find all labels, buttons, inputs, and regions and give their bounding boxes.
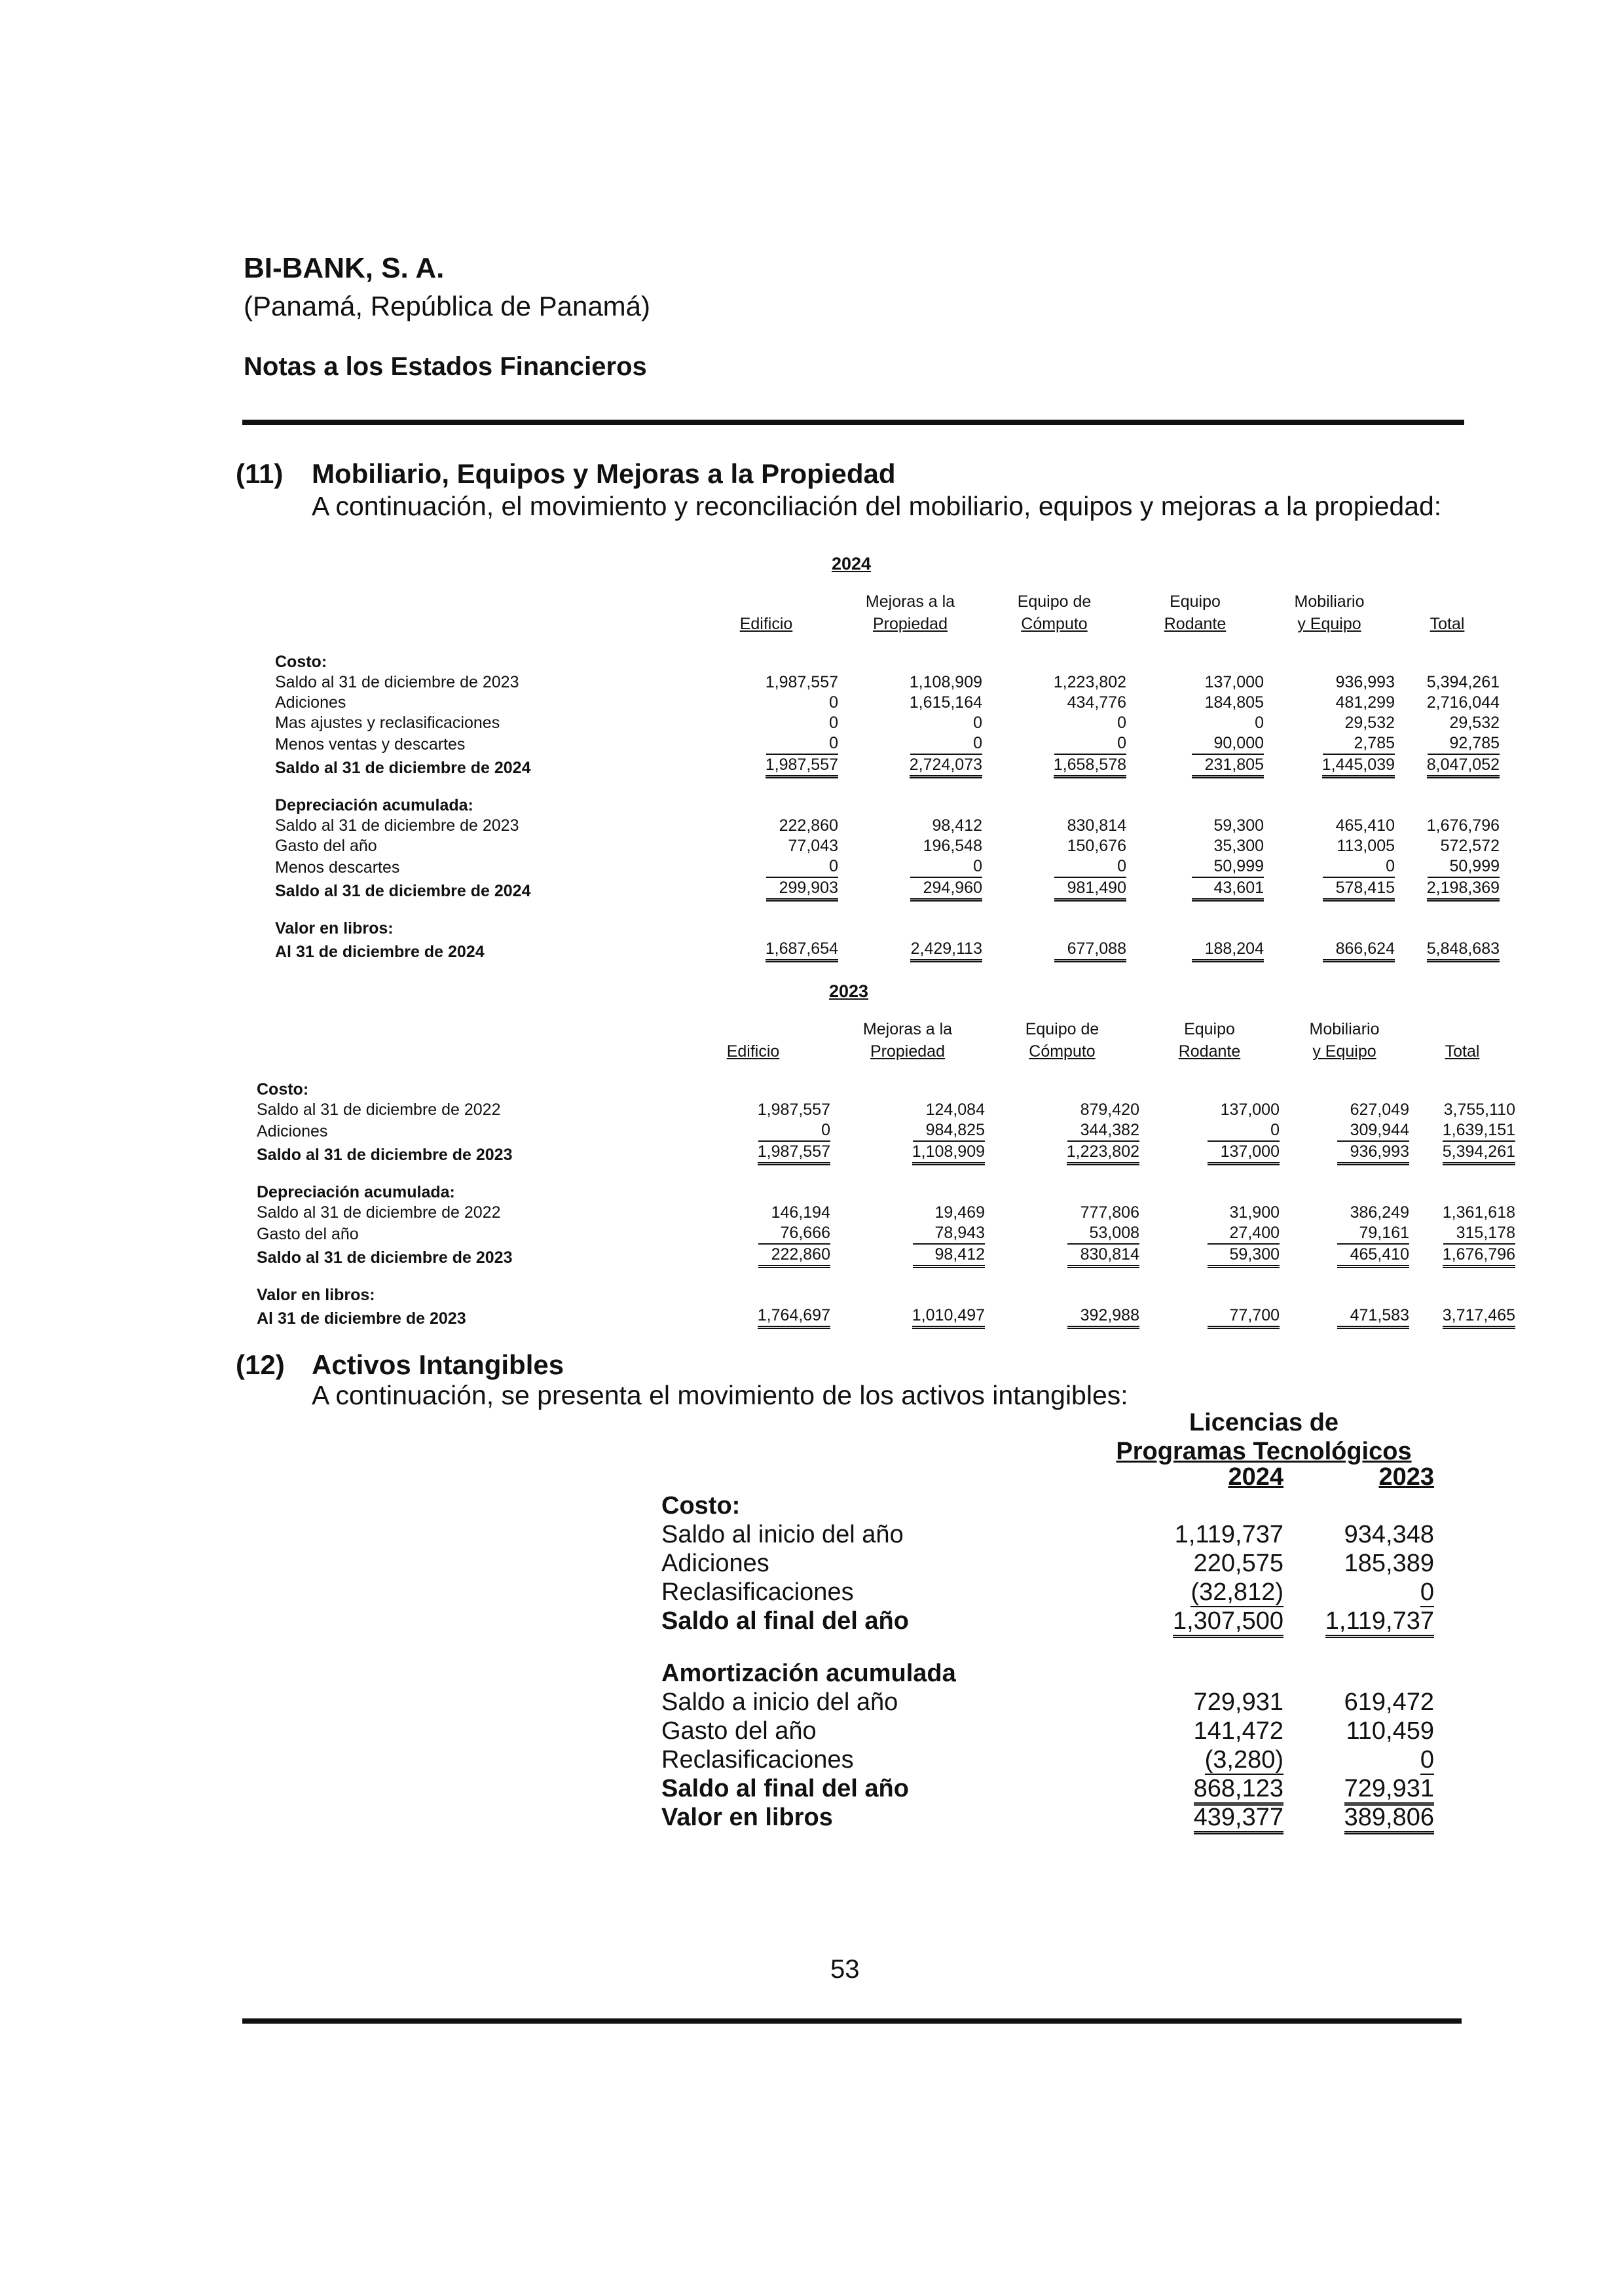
cell-value: 481,299 (1335, 693, 1395, 712)
cell-value: 19,469 (934, 1203, 985, 1222)
cell-value: 830,814 (1067, 1245, 1139, 1268)
cell-value: 315,178 (1443, 1223, 1515, 1245)
section-heading: Valor en libros: (257, 1286, 375, 1304)
cell-value: 5,848,683 (1427, 939, 1500, 962)
note-11-number: (11) (236, 458, 284, 489)
ppe-2023-grid (257, 1018, 1515, 1329)
cell-value: 439,377 (1194, 1804, 1283, 1834)
note-11-subtitle: A continuación, el movimiento y reconciliación del mobiliario, equipos y mejoras a la propiedad: (312, 491, 1442, 521)
cell-value: 79,161 (1337, 1223, 1409, 1245)
cell-value: 3,755,110 (1443, 1101, 1515, 1119)
cell-value: 936,993 (1337, 1142, 1409, 1165)
row-label: Adiciones (661, 1550, 769, 1577)
table-row (275, 693, 1500, 713)
cell-value: 29,532 (1344, 714, 1395, 732)
cell-value: 231,805 (1192, 755, 1264, 778)
row-label: Saldo al 31 de diciembre de 2023 (275, 816, 519, 835)
cell-value: 59,300 (1213, 816, 1264, 835)
cell-value: 1,445,039 (1322, 755, 1395, 778)
cell-value: 5,394,261 (1443, 1142, 1515, 1165)
col-header-mobiliario-line2: y Equipo (1312, 1042, 1376, 1061)
col-header-edificio: Edificio (726, 1042, 780, 1061)
table-row (661, 1520, 1434, 1549)
row-label: Gasto del año (661, 1717, 817, 1745)
col-header-rodante-line2: Rodante (1178, 1042, 1241, 1061)
cell-value: 0 (1323, 856, 1395, 878)
cell-value: 5,394,261 (1426, 673, 1500, 691)
cell-value: 1,764,697 (758, 1305, 830, 1329)
col-header-mejoras-line1: Mejoras a la (862, 1020, 953, 1038)
col-header-computo-line2: Cómputo (1021, 615, 1088, 633)
cell-value: 90,000 (1192, 733, 1264, 755)
cell-value: 27,400 (1208, 1223, 1280, 1245)
cell-value: 0 (973, 714, 982, 732)
cell-value: 1,987,557 (758, 1142, 830, 1165)
cell-value: 1,987,557 (766, 755, 838, 778)
cell-value: 465,410 (1337, 1245, 1409, 1268)
cell-value: 113,005 (1337, 837, 1395, 855)
row-label: Saldo al final del año (661, 1607, 909, 1635)
section-heading: Amortización acumulada (661, 1660, 956, 1687)
intangibles-header-line2: Programas Tecnológicos (1116, 1438, 1412, 1465)
col-header-mobiliario-line1: Mobiliario (1294, 592, 1365, 611)
cell-value: 35,300 (1213, 837, 1264, 855)
cell-value: 0 (1420, 1746, 1434, 1774)
cell-value: 141,472 (1193, 1717, 1283, 1745)
table-row (257, 1142, 1515, 1165)
table-row (661, 1745, 1434, 1774)
row-label: Gasto del año (257, 1225, 359, 1243)
section-heading: Depreciación acumulada: (257, 1183, 455, 1201)
row-label: Reclasificaciones (661, 1578, 854, 1606)
company-name: BI-BANK, S. A. (244, 252, 445, 284)
cell-value: 98,412 (913, 1245, 985, 1268)
row-label: Saldo al 31 de diciembre de 2022 (257, 1203, 501, 1222)
cell-value: 981,490 (1054, 878, 1126, 902)
table-row (275, 733, 1500, 755)
col-header-mejoras-line2: Propiedad (873, 615, 948, 633)
section-heading: Costo: (661, 1492, 741, 1520)
cell-value: 0 (1054, 733, 1126, 755)
cell-value: 150,676 (1067, 837, 1126, 855)
table-row (661, 1607, 1434, 1635)
cell-value: 137,000 (1208, 1142, 1280, 1165)
cell-value: 222,860 (779, 816, 838, 835)
table-row (257, 1100, 1515, 1120)
col-header-mobiliario-line1: Mobiliario (1309, 1020, 1380, 1038)
table-row (661, 1717, 1434, 1745)
cell-value: 465,410 (1335, 816, 1395, 835)
cell-value: 866,624 (1323, 939, 1395, 962)
section-heading: Costo: (275, 653, 327, 671)
cell-value: 50,999 (1192, 856, 1264, 878)
cell-value: 299,903 (766, 878, 838, 902)
table-row (275, 672, 1500, 693)
cell-value: 879,420 (1080, 1101, 1139, 1119)
cell-value: 78,943 (913, 1223, 985, 1245)
cell-value: 0 (758, 1120, 830, 1142)
row-label: Menos ventas y descartes (275, 735, 466, 754)
table-row (661, 1688, 1434, 1717)
cell-value: 984,825 (913, 1120, 985, 1142)
row-label: Al 31 de diciembre de 2024 (275, 943, 485, 961)
row-label: Saldo al 31 de diciembre de 2024 (275, 882, 531, 900)
cell-value: 124,084 (925, 1101, 985, 1119)
cell-value: 220,575 (1193, 1550, 1283, 1577)
row-label: Valor en libros (661, 1804, 833, 1831)
section-heading: Valor en libros: (275, 919, 394, 938)
cell-value: 50,999 (1428, 856, 1500, 878)
section-heading: Depreciación acumulada: (275, 796, 473, 814)
table-2024-year: 2024 (832, 554, 872, 574)
cell-value: 2,429,113 (910, 939, 982, 962)
table-row (275, 856, 1500, 878)
table-2023-year: 2023 (829, 981, 869, 1001)
row-label: Mas ajustes y reclasificaciones (275, 714, 500, 732)
cell-value: 76,666 (758, 1223, 830, 1245)
cell-value: 1,307,500 (1173, 1607, 1283, 1638)
cell-value: 729,931 (1193, 1688, 1283, 1716)
cell-value: 1,676,796 (1426, 816, 1500, 835)
col-header-total: Total (1430, 615, 1465, 633)
row-label: Saldo al 31 de diciembre de 2023 (257, 1146, 513, 1164)
cell-value: 184,805 (1204, 693, 1264, 712)
cell-value: 2,716,044 (1426, 693, 1500, 712)
cell-value: 619,472 (1344, 1688, 1434, 1716)
year-2024-header: 2024 (1228, 1463, 1283, 1491)
col-header-rodante-line2: Rodante (1164, 615, 1227, 633)
cell-value: 1,010,497 (912, 1305, 985, 1329)
cell-value: 1,639,151 (1443, 1120, 1515, 1142)
table-row (275, 939, 1500, 962)
table-row (257, 1305, 1515, 1329)
table-row (257, 1223, 1515, 1245)
year-2023-header: 2023 (1378, 1463, 1434, 1491)
row-label: Saldo al final del año (661, 1775, 909, 1802)
cell-value: 1,108,909 (912, 1142, 985, 1165)
cell-value: 627,049 (1350, 1101, 1409, 1119)
ppe-2024-grid (275, 591, 1500, 962)
footer-divider (242, 2018, 1462, 2024)
cell-value: 344,382 (1067, 1120, 1139, 1142)
note-12-title: Activos Intangibles (312, 1349, 564, 1380)
cell-value: 77,043 (788, 837, 838, 855)
cell-value: 3,717,465 (1443, 1305, 1515, 1329)
col-header-computo-line1: Equipo de (1025, 1020, 1099, 1038)
cell-value: 53,008 (1067, 1223, 1139, 1245)
cell-value: 578,415 (1323, 878, 1395, 902)
intangibles-table (661, 1463, 1434, 1832)
cell-value: 830,814 (1067, 816, 1126, 835)
cell-value: 92,785 (1428, 733, 1500, 755)
cell-value: 0 (1208, 1120, 1280, 1142)
col-header-rodante-line1: Equipo (1184, 1020, 1235, 1038)
row-label: Saldo a inicio del año (661, 1688, 898, 1716)
cell-value: 1,987,557 (757, 1101, 830, 1119)
cell-value: 2,724,073 (910, 755, 982, 778)
table-row (661, 1578, 1434, 1607)
header-divider (242, 420, 1464, 425)
row-label: Gasto del año (275, 837, 377, 855)
cell-value: 77,700 (1208, 1305, 1280, 1329)
cell-value: 43,601 (1192, 878, 1264, 902)
cell-value: 1,687,654 (766, 939, 838, 962)
table-row (661, 1803, 1434, 1832)
col-header-computo-line1: Equipo de (1017, 592, 1092, 611)
cell-value: 146,194 (771, 1203, 830, 1222)
row-label: Al 31 de diciembre de 2023 (257, 1309, 466, 1328)
cell-value: 1,108,909 (909, 673, 982, 691)
cell-value: 0 (829, 693, 838, 712)
cell-value: 1,676,796 (1443, 1245, 1515, 1268)
cell-value: 572,572 (1440, 837, 1500, 855)
cell-value: 222,860 (758, 1245, 830, 1268)
col-header-edificio: Edificio (739, 615, 793, 633)
cell-value: 0 (1255, 714, 1264, 732)
table-row (275, 755, 1500, 778)
row-label: Saldo al 31 de diciembre de 2024 (275, 759, 531, 777)
cell-value: 729,931 (1344, 1775, 1434, 1806)
col-header-computo-line2: Cómputo (1029, 1042, 1096, 1061)
cell-value: 185,389 (1344, 1550, 1434, 1577)
cell-value: 1,119,737 (1174, 1521, 1283, 1548)
col-header-mejoras-line2: Propiedad (870, 1042, 945, 1061)
table-row (661, 1774, 1434, 1803)
row-label: Saldo al inicio del año (661, 1521, 904, 1548)
cell-value: 0 (1054, 856, 1126, 878)
col-header-rodante-line1: Equipo (1170, 592, 1221, 611)
cell-value: 0 (1420, 1578, 1434, 1606)
cell-value: 868,123 (1194, 1775, 1283, 1806)
note-11-title: Mobiliario, Equipos y Mejoras a la Propiedad (312, 458, 896, 489)
cell-value: 2,785 (1323, 733, 1395, 755)
cell-value: 1,987,557 (765, 673, 838, 691)
cell-value: 392,988 (1067, 1305, 1139, 1329)
table-row (275, 836, 1500, 856)
cell-value: 471,583 (1337, 1305, 1409, 1329)
cell-value: 196,548 (923, 837, 982, 855)
table-row (257, 1245, 1515, 1268)
cell-value: 0 (910, 733, 982, 755)
cell-value: 29,532 (1449, 714, 1500, 732)
row-label: Saldo al 31 de diciembre de 2023 (257, 1248, 513, 1267)
cell-value: (3,280) (1204, 1746, 1283, 1774)
table-row (275, 816, 1500, 836)
cell-value: 389,806 (1344, 1804, 1434, 1834)
page-number: 53 (830, 1955, 860, 1984)
table-row (275, 878, 1500, 902)
col-header-total: Total (1445, 1042, 1480, 1061)
row-label: Menos descartes (275, 858, 400, 877)
cell-value: 0 (766, 856, 838, 878)
cell-value: 309,944 (1337, 1120, 1409, 1142)
table-row (661, 1549, 1434, 1578)
cell-value: 936,993 (1335, 673, 1395, 691)
cell-value: 1,223,802 (1067, 1142, 1139, 1165)
cell-value: 934,348 (1344, 1521, 1434, 1548)
intangibles-header-line1: Licencias de (1189, 1409, 1339, 1436)
cell-value: 294,960 (910, 878, 982, 902)
cell-value: 0 (766, 733, 838, 755)
cell-value: 1,361,618 (1442, 1203, 1515, 1222)
col-header-mobiliario-line2: y Equipo (1297, 615, 1361, 633)
cell-value: 31,900 (1229, 1203, 1280, 1222)
note-12-subtitle: A continuación, se presenta el movimiento de los activos intangibles: (312, 1380, 1128, 1410)
cell-value: 188,204 (1192, 939, 1264, 962)
row-label: Adiciones (275, 693, 346, 712)
cell-value: 677,088 (1054, 939, 1126, 962)
row-label: Adiciones (257, 1122, 328, 1140)
col-header-mejoras-line1: Mejoras a la (865, 592, 955, 611)
cell-value: 1,658,578 (1054, 755, 1126, 778)
section-heading: Costo: (257, 1080, 309, 1099)
cell-value: 1,223,802 (1053, 673, 1126, 691)
cell-value: 434,776 (1067, 693, 1126, 712)
cell-value: 137,000 (1220, 1101, 1280, 1119)
cell-value: 8,047,052 (1427, 755, 1500, 778)
cell-value: 98,412 (932, 816, 982, 835)
table-row (257, 1203, 1515, 1223)
cell-value: 1,615,164 (909, 693, 982, 712)
cell-value: 777,806 (1080, 1203, 1139, 1222)
cell-value: 59,300 (1208, 1245, 1280, 1268)
row-label: Saldo al 31 de diciembre de 2022 (257, 1101, 501, 1119)
company-location: (Panamá, República de Panamá) (244, 291, 651, 321)
document-title: Notas a los Estados Financieros (244, 352, 647, 381)
cell-value: 0 (829, 714, 838, 732)
cell-value: (32,812) (1190, 1578, 1283, 1606)
table-row (257, 1120, 1515, 1142)
note-12-number: (12) (236, 1349, 285, 1380)
cell-value: 110,459 (1346, 1717, 1434, 1745)
row-label: Saldo al 31 de diciembre de 2023 (275, 673, 519, 691)
cell-value: 2,198,369 (1427, 878, 1500, 902)
row-label: Reclasificaciones (661, 1746, 854, 1774)
cell-value: 386,249 (1350, 1203, 1409, 1222)
cell-value: 137,000 (1204, 673, 1264, 691)
table-row (275, 713, 1500, 733)
cell-value: 1,119,737 (1325, 1607, 1434, 1638)
cell-value: 0 (910, 856, 982, 878)
cell-value: 0 (1117, 714, 1126, 732)
